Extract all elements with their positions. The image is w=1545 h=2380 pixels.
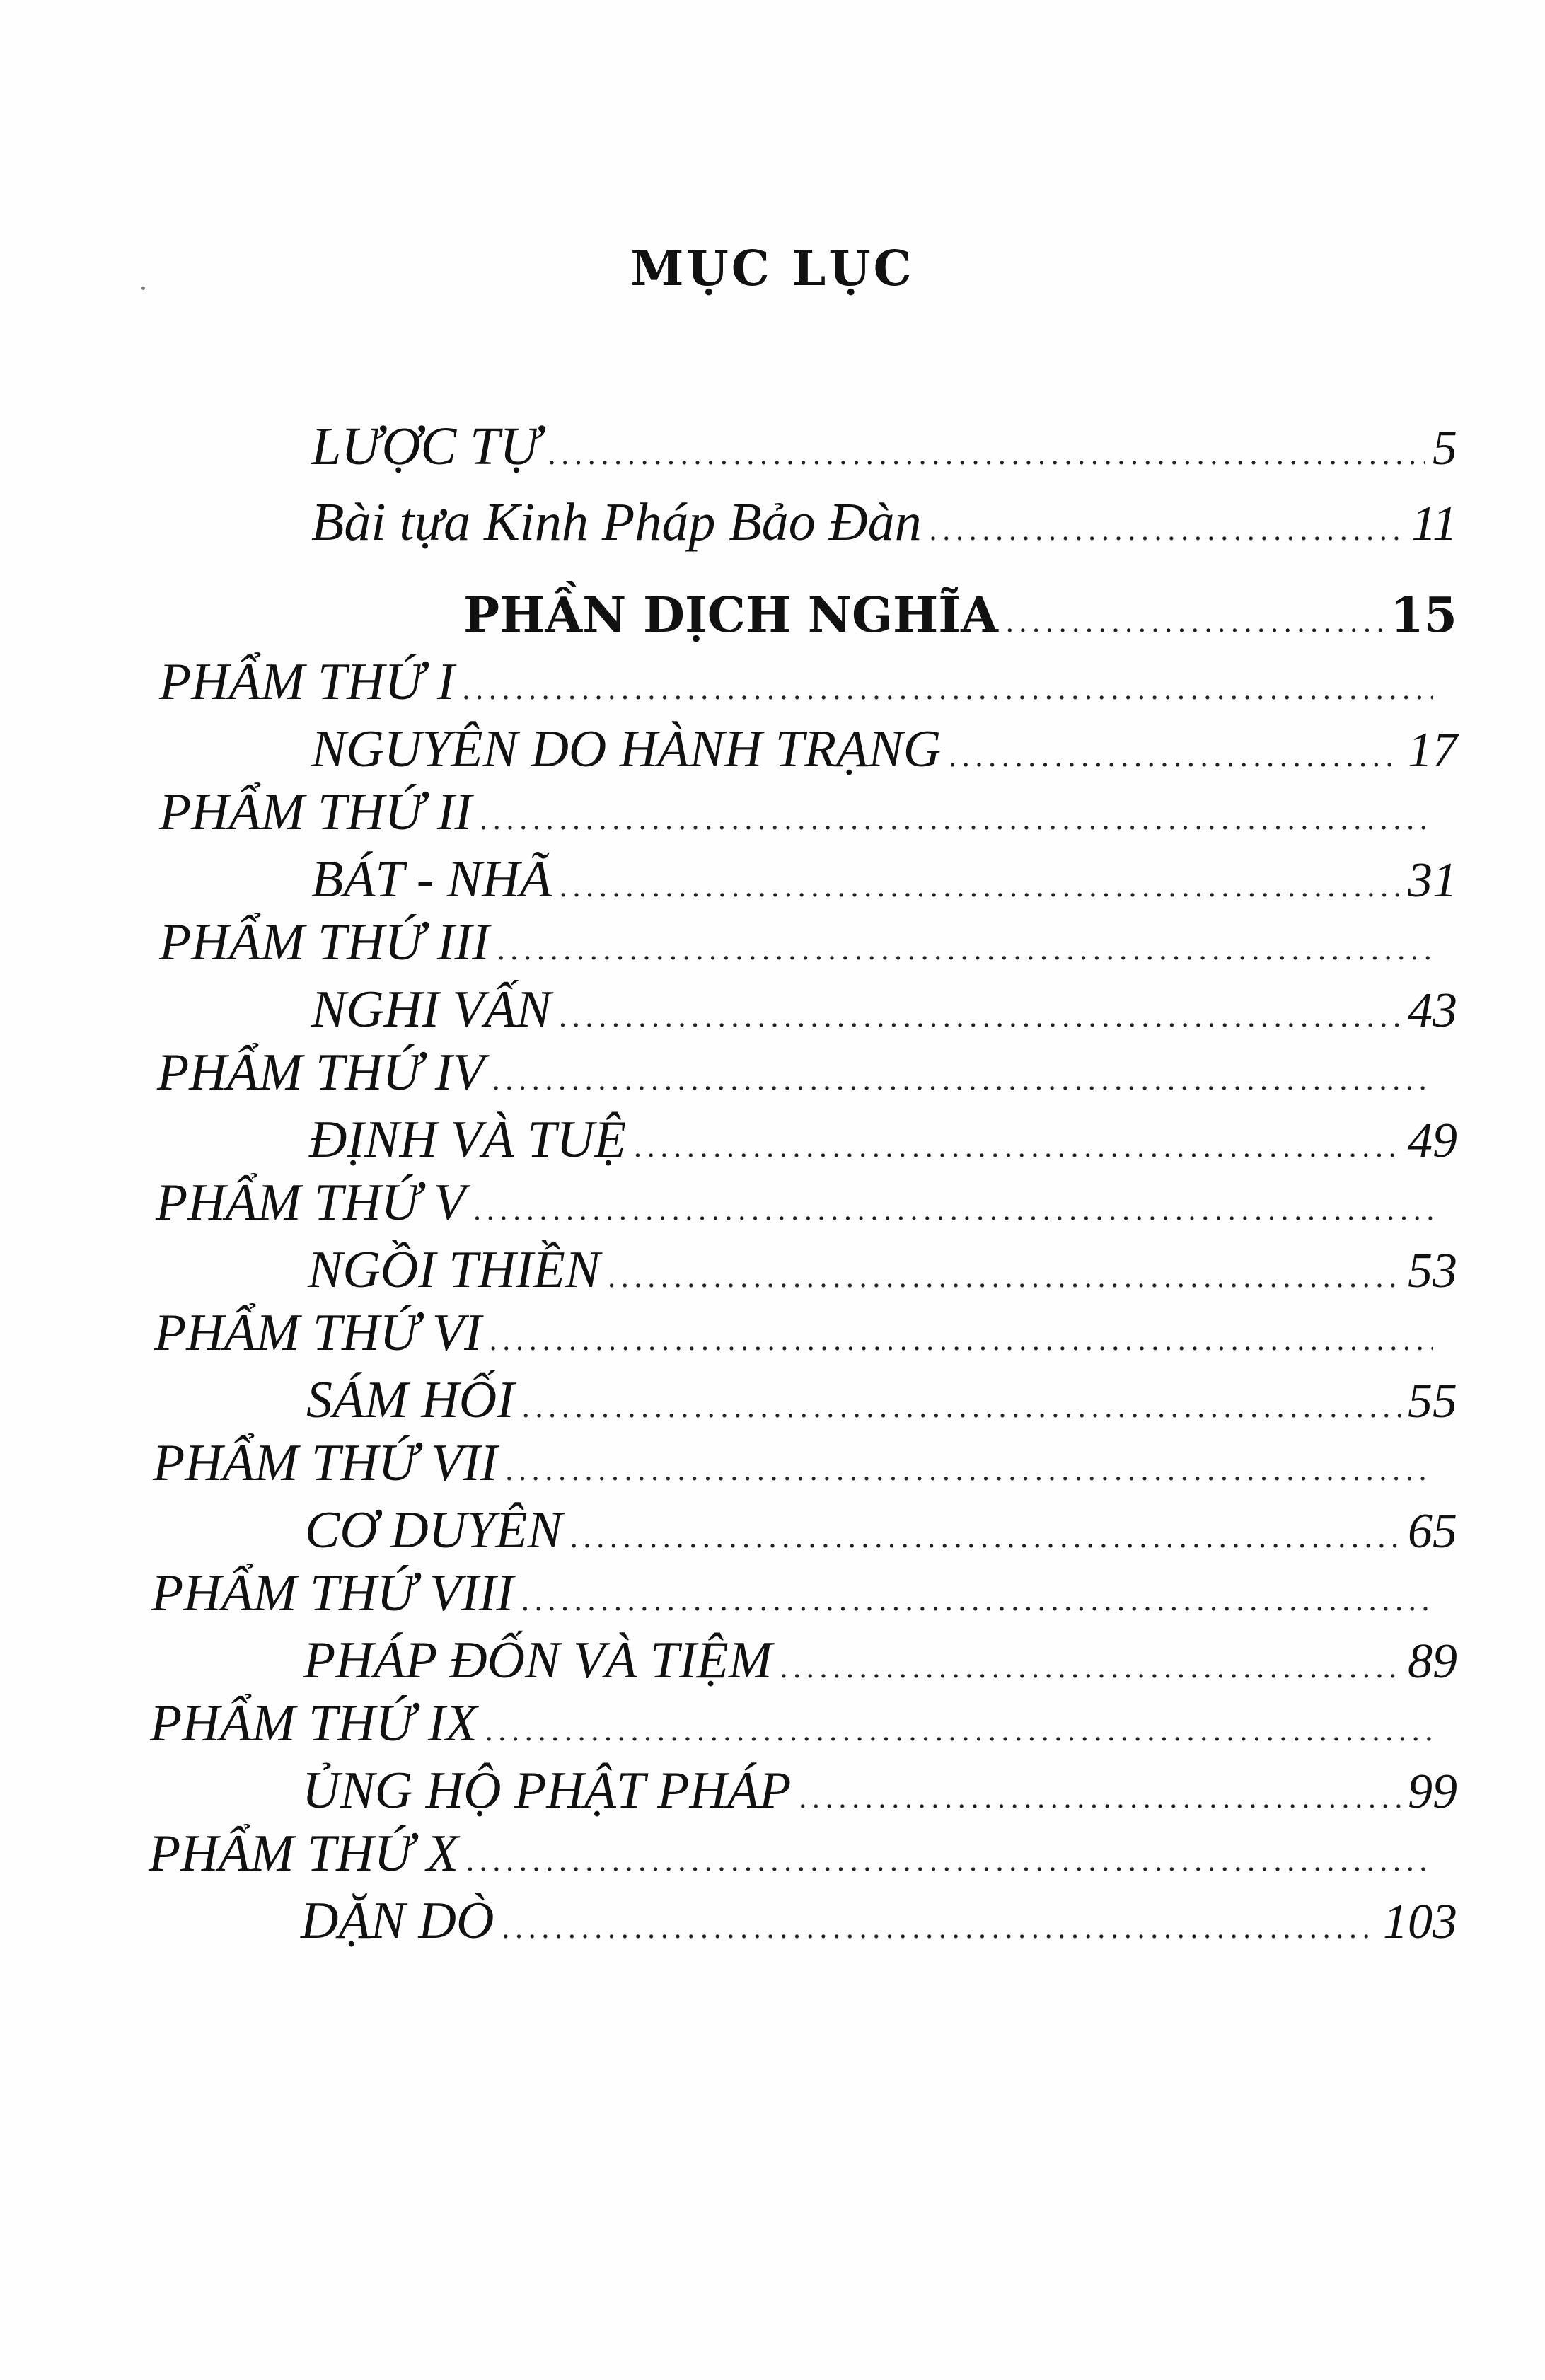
chapter-heading — [159, 782, 1440, 853]
chapter-entry — [303, 1631, 1457, 1702]
chapter-heading-label: PHẨM THỨ III — [159, 913, 490, 971]
dot-leader — [559, 871, 1401, 903]
dot-leader — [780, 1652, 1401, 1685]
chapter-heading — [150, 1694, 1440, 1764]
chapter-name: DẶN DÒ — [301, 1892, 494, 1950]
dot-leader — [465, 1845, 1433, 1878]
chapter-heading-label: PHẨM THỨ II — [159, 783, 473, 841]
chapter-entry — [308, 1240, 1457, 1311]
chapter-entry — [309, 1110, 1457, 1181]
chapter-entry — [306, 1370, 1457, 1441]
chapter-page: 55 — [1408, 1374, 1457, 1428]
chapter-heading — [151, 1564, 1440, 1634]
chapter-heading-label: PHẨM THỨ X — [149, 1825, 459, 1883]
chapter-name: CƠ DUYÊN — [305, 1501, 562, 1559]
chapter-page: 43 — [1408, 983, 1457, 1038]
section-label: PHẦN DỊCH NGHĨA — [463, 587, 998, 644]
chapter-page: 103 — [1383, 1895, 1457, 1949]
chapter-entry — [311, 980, 1457, 1051]
dot-leader — [501, 1912, 1376, 1945]
chapter-entry — [311, 720, 1457, 790]
chapter-page: 49 — [1408, 1114, 1457, 1168]
chapter-page: 99 — [1408, 1764, 1457, 1819]
dot-leader — [462, 674, 1433, 706]
dot-leader — [607, 1261, 1401, 1294]
dot-leader — [479, 804, 1433, 836]
chapter-heading-label: PHẨM THỨ IV — [157, 1044, 485, 1102]
toc-section-phan-dich-nghia — [463, 587, 1457, 658]
chapter-heading — [156, 1173, 1440, 1244]
chapter-name: ỦNG HỘ PHẬT PHÁP — [302, 1762, 792, 1820]
chapter-name: NGHI VẤN — [311, 981, 552, 1039]
chapter-heading — [149, 1824, 1440, 1895]
dot-leader — [504, 1455, 1433, 1487]
dot-leader — [548, 439, 1425, 471]
chapter-entry — [305, 1501, 1457, 1571]
dot-leader — [497, 934, 1433, 966]
chapter-heading-label: PHẨM THỨ V — [156, 1174, 466, 1232]
dot-leader — [492, 1064, 1433, 1097]
chapter-heading-label: PHẨM THỨ VIII — [151, 1564, 514, 1622]
chapter-heading — [154, 1303, 1440, 1374]
dot-leader — [569, 1522, 1401, 1554]
dot-leader — [633, 1131, 1401, 1164]
chapter-name: NGUYÊN DO HÀNH TRẠNG — [311, 720, 942, 778]
chapter-heading-label: PHẨM THỨ IX — [150, 1694, 478, 1752]
chapter-heading — [159, 913, 1440, 983]
chapter-entry — [301, 1891, 1457, 1962]
chapter-heading — [153, 1433, 1440, 1504]
chapter-heading-label: PHẨM THỨ VII — [153, 1434, 498, 1492]
toc-entry-label: LƯỢC TỰ — [311, 417, 540, 476]
chapter-page: 31 — [1408, 853, 1457, 908]
toc-entry-luoc-tu — [311, 416, 1457, 487]
chapter-name: ĐỊNH VÀ TUỆ — [309, 1111, 627, 1169]
chapter-heading — [157, 1043, 1440, 1114]
chapter-name: BÁT - NHÃ — [311, 850, 552, 908]
chapter-heading — [159, 652, 1440, 723]
chapter-heading-label: PHẨM THỨ VI — [154, 1304, 482, 1362]
toc-entry-label: Bài tựa Kinh Pháp Bảo Đàn — [311, 492, 922, 552]
dot-leader — [558, 1001, 1401, 1034]
page-title: MỤC LỤC — [630, 241, 915, 297]
dot-leader — [489, 1324, 1433, 1357]
toc-entry-page: 11 — [1411, 497, 1457, 551]
dot-leader — [948, 741, 1401, 773]
chapter-page: 65 — [1408, 1504, 1457, 1559]
dot-leader — [798, 1782, 1401, 1815]
dot-leader — [521, 1392, 1401, 1424]
dot-leader — [521, 1585, 1433, 1617]
section-page: 15 — [1390, 587, 1457, 644]
toc-entry-bai-tua — [311, 492, 1457, 562]
chapter-name: SÁM HỐI — [306, 1371, 514, 1429]
chapter-name: PHÁP ĐỐN VÀ TIỆM — [303, 1631, 772, 1689]
chapter-page: 53 — [1408, 1244, 1457, 1298]
dot-leader — [485, 1715, 1433, 1748]
chapter-entry — [302, 1761, 1457, 1832]
chapter-page: 89 — [1408, 1634, 1457, 1689]
dot-leader — [473, 1194, 1433, 1227]
chapter-entry — [311, 850, 1457, 920]
toc-entry-page: 5 — [1433, 421, 1457, 475]
chapter-name: NGỒI THIỀN — [308, 1241, 601, 1299]
chapter-page: 17 — [1408, 723, 1457, 778]
dot-leader — [929, 514, 1405, 547]
chapter-heading-label: PHẨM THỨ I — [159, 653, 455, 711]
dot-leader — [1005, 606, 1384, 639]
